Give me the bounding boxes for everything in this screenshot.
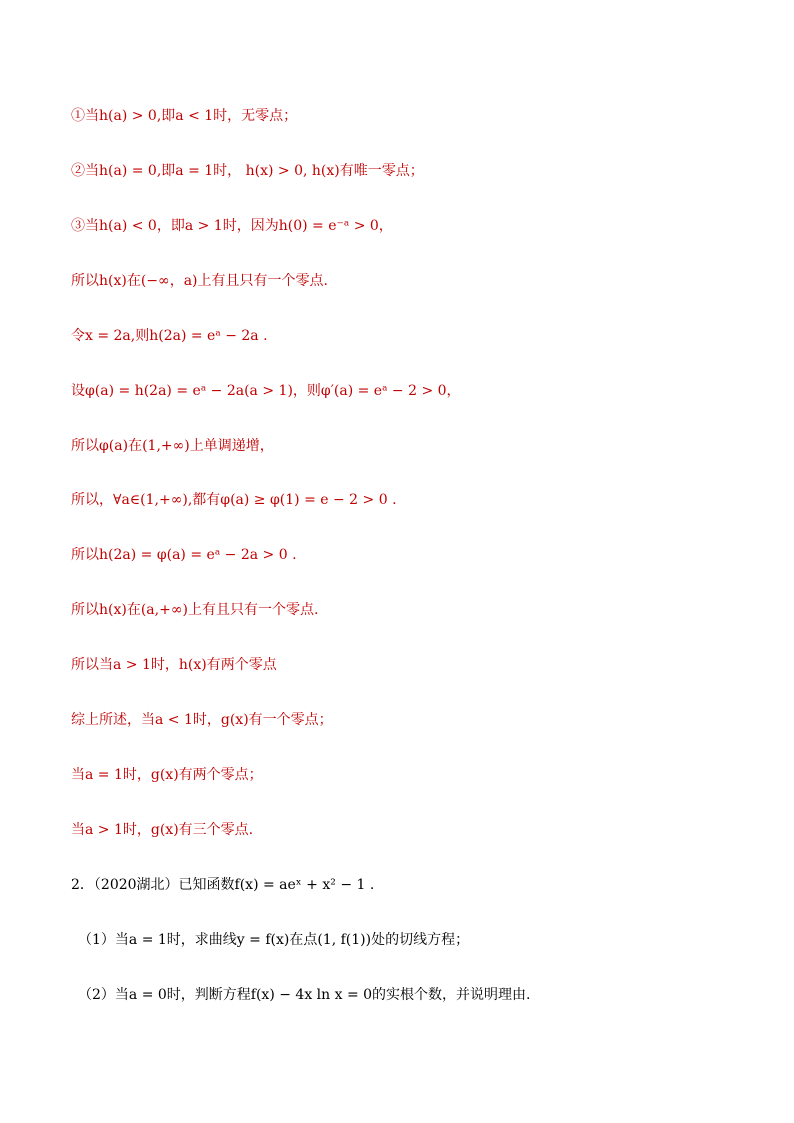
solution-line-4: 所以h(x)在(−∞，a)上有且只有一个零点. bbox=[71, 273, 328, 289]
solution-line-8: 所以，∀a∈(1,+∞),都有φ(a) ≥ φ(1) = e − 2 > 0 . bbox=[71, 492, 397, 508]
solution-line-1: ①当h(a) > 0,即a < 1时，无零点； bbox=[71, 108, 298, 124]
solution-line-11: 所以当a > 1时，h(x)有两个零点 bbox=[71, 657, 277, 673]
solution-line-6: 设φ(a) = h(2a) = eᵃ − 2a(a > 1)，则φ′(a) = eᵃ − 2 > 0， bbox=[71, 383, 461, 399]
question-title: 2．（2020湖北）已知函数f(x) = aeˣ + x² − 1 . bbox=[71, 877, 375, 893]
solution-line-13: 当a = 1时，g(x)有两个零点； bbox=[71, 767, 263, 783]
solution-line-3: ③当h(a) < 0，即a > 1时，因为h(0) = e⁻ᵃ > 0， bbox=[71, 218, 393, 234]
solution-line-14: 当a > 1时，g(x)有三个零点. bbox=[71, 822, 254, 838]
solution-line-2: ②当h(a) = 0,即a = 1时， h(x) > 0, h(x)有唯一零点； bbox=[71, 163, 424, 179]
solution-line-10: 所以h(x)在(a,+∞)上有且只有一个零点. bbox=[71, 602, 319, 618]
question-part-1: （1）当a = 1时，求曲线y = f(x)在点(1, f(1))处的切线方程； bbox=[78, 932, 470, 948]
solution-line-7: 所以φ(a)在(1,+∞)上单调递增， bbox=[71, 438, 274, 454]
question-part-2: （2）当a = 0时，判断方程f(x) − 4x ln x = 0的实根个数，并说明理由. bbox=[78, 987, 531, 1003]
solution-line-5: 令x = 2a,则h(2a) = eᵃ − 2a . bbox=[71, 328, 268, 344]
solution-line-9: 所以h(2a) = φ(a) = eᵃ − 2a > 0 . bbox=[71, 547, 297, 563]
solution-line-12: 综上所述，当a < 1时，g(x)有一个零点； bbox=[71, 712, 333, 728]
